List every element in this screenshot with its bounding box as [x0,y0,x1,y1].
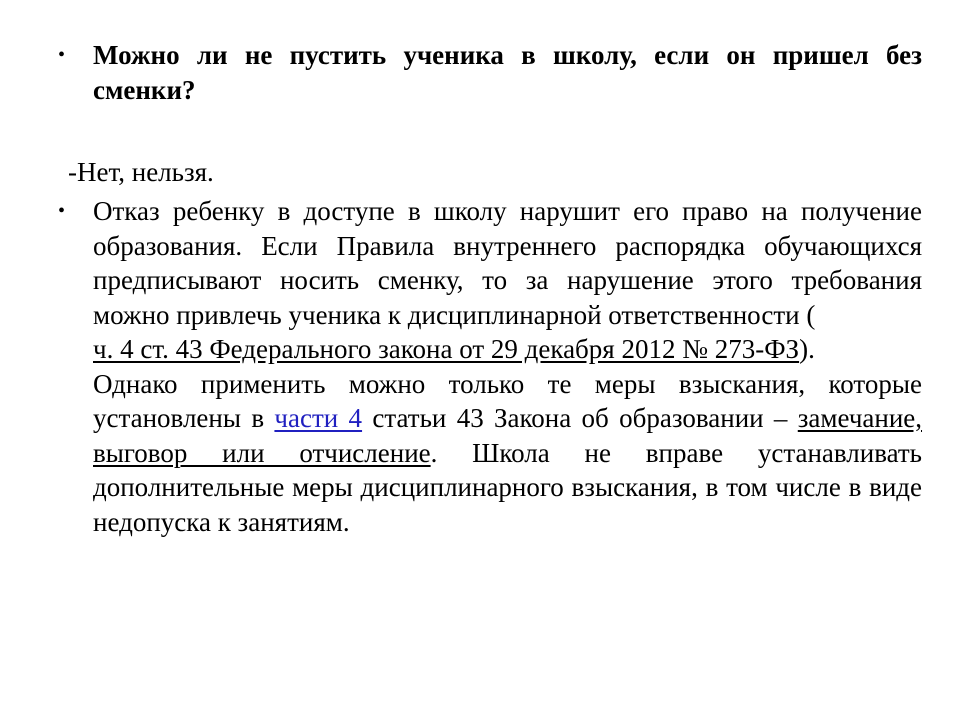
explanation-part2-mid: статьи 43 Закона об образовании – [362,403,798,433]
law-part-link[interactable]: части 4 [274,403,363,433]
explanation-part2-start: Однако применить можно только те меры взыскания, которые установлены в [93,368,922,433]
explanation-bullet [58,194,922,539]
bullet-icon: • [58,44,66,66]
explanation-part1-end: ). [799,334,815,364]
short-answer: -Нет, нельзя. [68,157,214,187]
law-reference[interactable]: ч. 4 ст. 43 Федерального закона от 29 декабря 2012 № 273-ФЗ [93,334,800,364]
explanation-paragraph-1 [93,194,922,367]
question-text: Можно ли не пустить ученика в школу, если он пришел без сменки? [93,40,922,105]
explanation-part1: Отказ ребенку в доступе в школу нарушит его право на получение образования. Если Правила внутреннего распорядка обучающихся предписывают носить сменку, то за нарушение этого требования можно привлечь ученика к дисциплинарной ответственности ( [93,196,922,330]
explanation-paragraph-2 [93,367,922,540]
disciplinary-measures: замечание, выговор или отчисление [93,403,923,468]
question-bullet [58,38,922,108]
explanation-text [93,194,922,539]
bullet-icon: • [58,200,66,222]
explanation-part2-end: . Школа не вправе устанавливать дополнительные меры дисциплинарного взыскания, в том числе в виде недопуска к занятиям. [93,437,922,537]
